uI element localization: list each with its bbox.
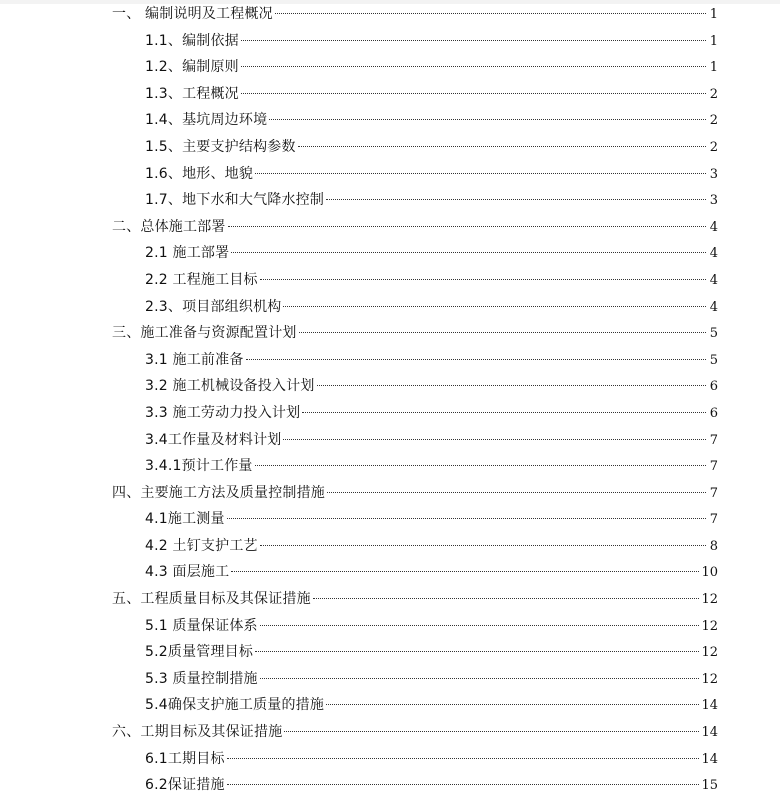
toc-page-number: 2 <box>709 86 718 102</box>
toc-entry[interactable] <box>0 746 780 773</box>
toc-entry-title[interactable]: 1.7、地下水和大气降水控制 <box>145 192 325 209</box>
toc-dot-leader <box>283 439 706 440</box>
toc-entry[interactable] <box>0 134 780 161</box>
toc-entry-line[interactable] <box>112 320 718 348</box>
table-of-contents <box>0 1 780 799</box>
toc-dot-leader <box>241 40 706 41</box>
toc-entry[interactable] <box>0 453 780 480</box>
toc-entry-title[interactable]: 3.2 施工机械设备投入计划 <box>145 378 315 395</box>
toc-page-number: 14 <box>701 751 718 767</box>
toc-entry-line[interactable] <box>112 214 718 242</box>
toc-entry-title[interactable]: 5.1 质量保证体系 <box>145 617 258 634</box>
toc-page-number: 1 <box>709 33 718 49</box>
toc-page-number: 12 <box>701 592 718 608</box>
toc-entry-title[interactable]: 4.3 面层施工 <box>145 564 230 581</box>
toc-entry-title[interactable]: 一、 编制说明及工程概况 <box>112 6 273 22</box>
toc-entry-title[interactable]: 1.3、工程概况 <box>145 85 239 102</box>
toc-dot-leader <box>227 758 700 759</box>
toc-entry-line[interactable] <box>145 400 718 428</box>
toc-entry[interactable] <box>0 240 780 267</box>
toc-entry[interactable] <box>0 187 780 214</box>
toc-entry-title[interactable]: 1.2、编制原则 <box>145 59 239 76</box>
toc-entry-line[interactable] <box>145 453 718 481</box>
toc-entry-line[interactable] <box>145 533 718 561</box>
toc-entry-line[interactable] <box>145 427 718 455</box>
toc-entry-line[interactable] <box>145 666 718 694</box>
toc-entry-line[interactable] <box>145 267 718 295</box>
toc-entry[interactable] <box>0 294 780 321</box>
toc-entry-line[interactable] <box>145 639 718 667</box>
toc-entry[interactable] <box>0 81 780 108</box>
toc-entry[interactable] <box>0 559 780 586</box>
toc-page-number: 2 <box>709 139 718 155</box>
toc-dot-leader <box>299 332 706 333</box>
toc-page-number: 3 <box>709 193 718 209</box>
toc-entry-line[interactable] <box>145 613 718 641</box>
toc-entry-title[interactable]: 1.4、基坑周边环境 <box>145 112 268 129</box>
toc-entry[interactable] <box>0 427 780 454</box>
toc-page-number: 1 <box>709 60 718 76</box>
toc-entry-title[interactable]: 5.4确保支护施工质量的措施 <box>145 697 325 714</box>
toc-page-number: 4 <box>709 246 718 262</box>
toc-entry[interactable] <box>0 719 780 746</box>
toc-entry-line[interactable] <box>145 347 718 375</box>
toc-entry-title[interactable]: 4.2 土钉支护工艺 <box>145 537 258 554</box>
toc-entry[interactable] <box>0 347 780 374</box>
toc-page-number: 7 <box>709 485 718 501</box>
toc-dot-leader <box>327 492 706 493</box>
toc-dot-leader <box>255 465 706 466</box>
toc-dot-leader <box>246 359 706 360</box>
toc-dot-leader <box>284 731 699 732</box>
toc-dot-leader <box>255 173 706 174</box>
toc-page-number: 14 <box>701 698 718 714</box>
toc-page-number: 1 <box>709 7 718 22</box>
toc-entry-title[interactable]: 2.3、项目部组织机构 <box>145 298 282 315</box>
toc-dot-leader <box>260 678 700 679</box>
toc-dot-leader <box>231 571 699 572</box>
toc-entry[interactable] <box>0 586 780 613</box>
toc-entry[interactable] <box>0 613 780 640</box>
toc-entry-line[interactable] <box>145 161 718 189</box>
toc-dot-leader <box>260 625 700 626</box>
toc-entry-title[interactable]: 2.1 施工部署 <box>145 245 230 262</box>
toc-entry-line[interactable] <box>145 134 718 162</box>
toc-entry[interactable] <box>0 214 780 241</box>
toc-page-number: 14 <box>701 725 718 741</box>
toc-entry-line[interactable] <box>145 692 718 720</box>
toc-page-number: 6 <box>709 405 718 421</box>
toc-entry[interactable] <box>0 107 780 134</box>
toc-page-number: 8 <box>709 538 718 554</box>
toc-page-number: 12 <box>701 618 718 634</box>
toc-entry[interactable] <box>0 320 780 347</box>
toc-entry[interactable] <box>0 666 780 693</box>
toc-entry[interactable] <box>0 267 780 294</box>
toc-entry-line[interactable] <box>145 28 718 56</box>
toc-entry-title[interactable]: 三、施工准备与资源配置计划 <box>112 325 297 342</box>
toc-dot-leader <box>228 226 706 227</box>
toc-entry-line[interactable] <box>145 746 718 774</box>
toc-page-number: 2 <box>709 113 718 129</box>
toc-entry-title[interactable]: 4.1施工测量 <box>145 511 225 528</box>
toc-entry[interactable] <box>0 400 780 427</box>
toc-dot-leader <box>227 784 700 785</box>
toc-dot-leader <box>260 545 706 546</box>
toc-dot-leader <box>241 93 706 94</box>
toc-dot-leader <box>269 119 706 120</box>
toc-entry-title[interactable]: 1.1、编制依据 <box>145 32 239 49</box>
toc-entry-title[interactable]: 6.2保证措施 <box>145 777 225 794</box>
toc-entry-line[interactable] <box>112 480 718 508</box>
toc-entry-line[interactable] <box>112 719 718 747</box>
toc-entry-title[interactable]: 1.6、地形、地貌 <box>145 165 254 182</box>
toc-entry[interactable] <box>0 533 780 560</box>
toc-entry[interactable] <box>0 161 780 188</box>
toc-page-number: 7 <box>709 512 718 528</box>
toc-entry-line[interactable] <box>145 506 718 534</box>
toc-entry-line[interactable] <box>145 559 718 587</box>
toc-entry-title[interactable]: 3.3 施工劳动力投入计划 <box>145 404 301 421</box>
toc-entry-title[interactable]: 5.3 质量控制措施 <box>145 670 258 687</box>
toc-entry-line[interactable] <box>145 373 718 401</box>
toc-entry-title[interactable]: 2.2 工程施工目标 <box>145 271 258 288</box>
toc-entry-title[interactable]: 3.1 施工前准备 <box>145 351 244 368</box>
toc-page-number: 12 <box>701 645 718 661</box>
toc-entry[interactable] <box>0 506 780 533</box>
toc-entry[interactable] <box>0 692 780 719</box>
toc-entry-title[interactable]: 3.4工作量及材料计划 <box>145 431 282 448</box>
toc-page-number: 12 <box>701 671 718 687</box>
toc-dot-leader <box>241 66 706 67</box>
toc-dot-leader <box>326 199 706 200</box>
toc-entry-title[interactable]: 四、主要施工方法及质量控制措施 <box>112 484 325 501</box>
toc-page-number: 7 <box>709 459 718 475</box>
toc-dot-leader <box>313 598 700 599</box>
toc-entry[interactable] <box>0 1 780 28</box>
toc-entry-line[interactable] <box>145 240 718 268</box>
toc-entry-line[interactable] <box>145 81 718 109</box>
toc-entry-line[interactable] <box>145 187 718 215</box>
toc-page-number: 10 <box>701 565 718 581</box>
toc-page-number: 6 <box>709 379 718 395</box>
toc-entry[interactable] <box>0 373 780 400</box>
toc-page-number: 5 <box>709 326 718 342</box>
toc-dot-leader <box>302 412 706 413</box>
toc-dot-leader <box>298 146 706 147</box>
toc-page-number: 7 <box>709 432 718 448</box>
toc-entry-title[interactable]: 五、工程质量目标及其保证措施 <box>112 591 311 608</box>
toc-dot-leader <box>317 385 706 386</box>
toc-dot-leader <box>326 704 699 705</box>
toc-entry-title[interactable]: 3.4.1预计工作量 <box>145 458 253 475</box>
toc-entry-title[interactable]: 二、总体施工部署 <box>112 218 226 235</box>
toc-dot-leader <box>260 279 706 280</box>
toc-dot-leader <box>227 518 706 519</box>
toc-entry-line[interactable] <box>112 586 718 614</box>
toc-entry-line[interactable] <box>145 54 718 82</box>
toc-dot-leader <box>275 13 706 14</box>
toc-page-number: 5 <box>709 352 718 368</box>
toc-dot-leader <box>255 651 699 652</box>
toc-entry[interactable] <box>0 28 780 55</box>
toc-entry-title[interactable]: 6.1工期目标 <box>145 750 225 767</box>
toc-dot-leader <box>283 306 706 307</box>
toc-entry[interactable] <box>0 54 780 81</box>
toc-entry-title[interactable]: 1.5、主要支护结构参数 <box>145 138 296 155</box>
toc-entry-line[interactable] <box>145 294 718 322</box>
toc-dot-leader <box>231 252 706 253</box>
toc-entry-title[interactable]: 六、工期目标及其保证措施 <box>112 724 283 741</box>
toc-entry[interactable] <box>0 480 780 507</box>
toc-entry[interactable] <box>0 639 780 666</box>
toc-entry[interactable] <box>0 772 780 799</box>
toc-page-number: 15 <box>701 778 718 794</box>
toc-entry-line[interactable] <box>112 1 718 29</box>
toc-entry-title[interactable]: 5.2质量管理目标 <box>145 644 254 661</box>
toc-page-number: 4 <box>709 219 718 235</box>
toc-page-number: 3 <box>709 166 718 182</box>
toc-page-number: 4 <box>709 272 718 288</box>
toc-page-number: 4 <box>709 299 718 315</box>
toc-entry-line[interactable] <box>145 107 718 135</box>
